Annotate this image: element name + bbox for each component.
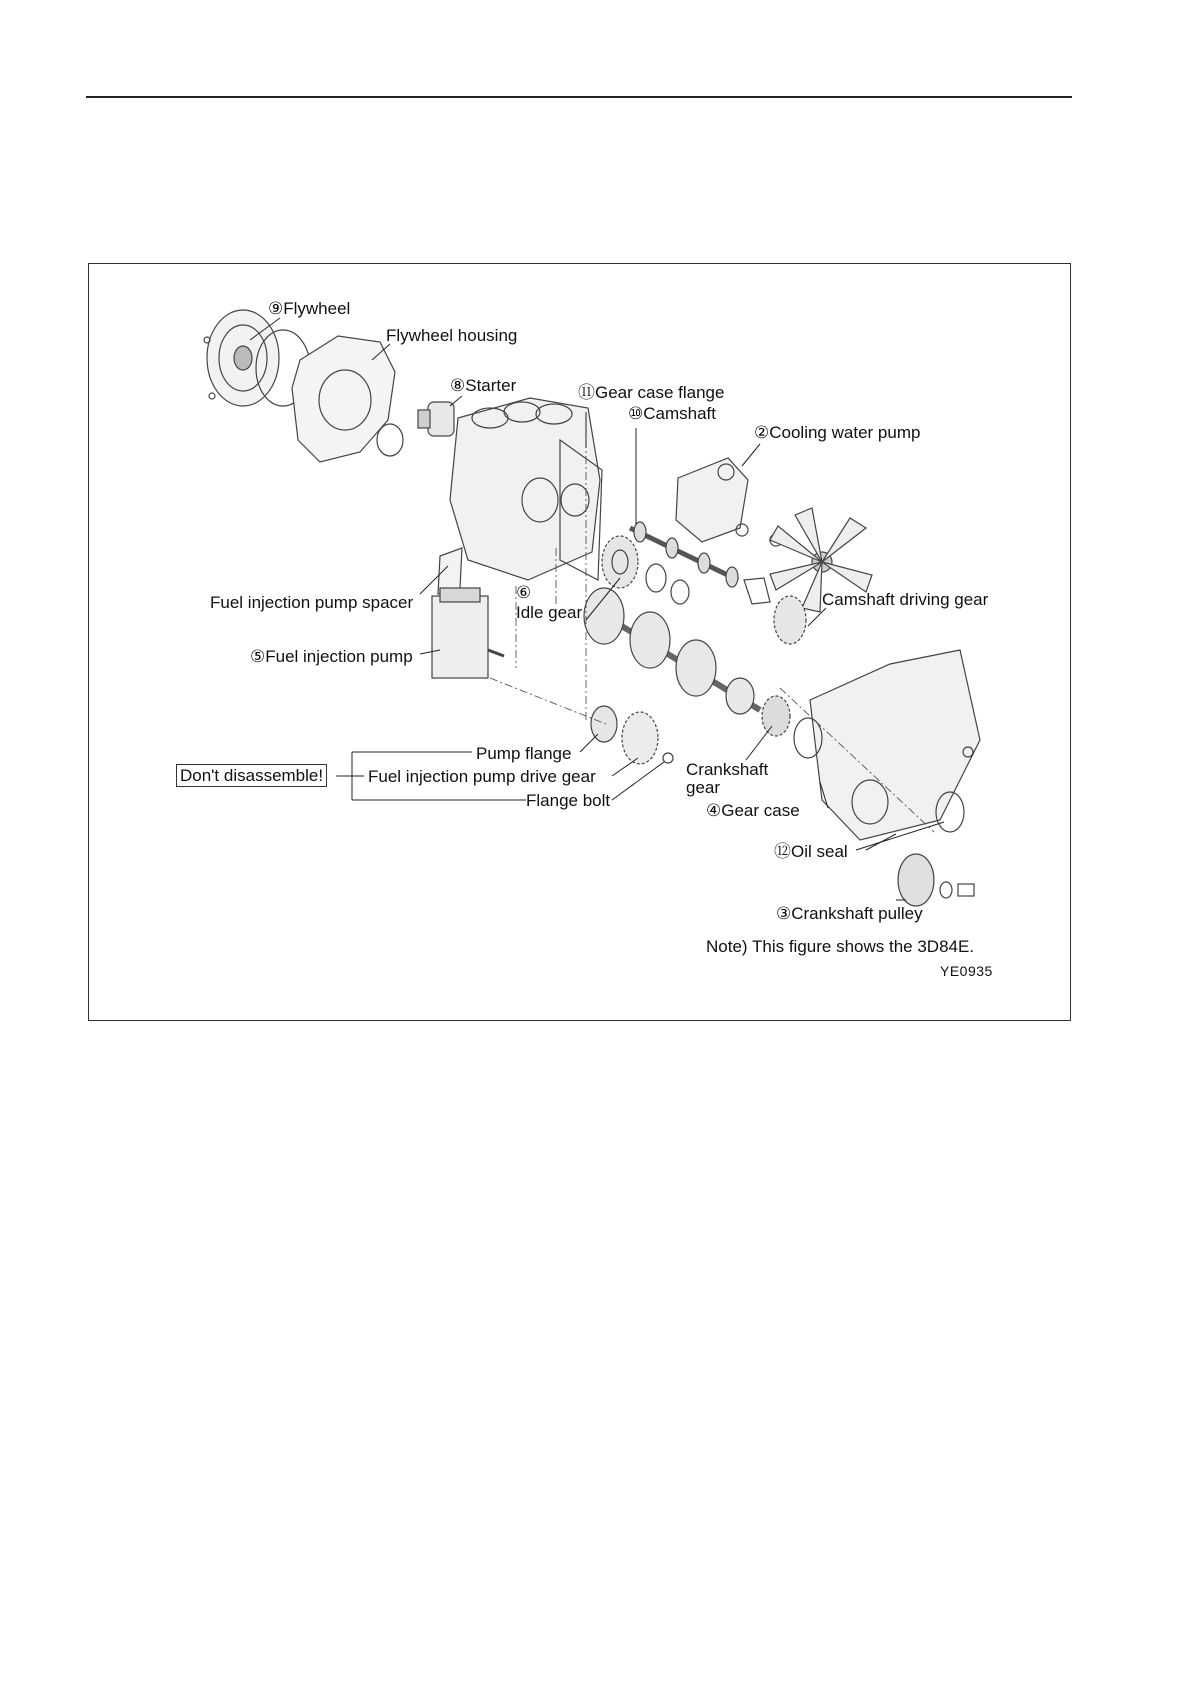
flange-bolt-drawing — [663, 753, 673, 763]
figure-note: Note) This figure shows the 3D84E. — [706, 937, 975, 956]
figure-code: YE0935 — [940, 963, 993, 979]
label-flywheel-housing: Flywheel housing — [386, 326, 518, 345]
label-camshaft: ⑩Camshaft — [628, 404, 716, 423]
label-flywheel: ⑨Flywheel — [268, 299, 351, 318]
crankshaft-gear-drawing — [762, 696, 790, 736]
label-camshaft-driving-gear: Camshaft driving gear — [822, 590, 989, 609]
label-pump-flange: Pump flange — [476, 744, 572, 763]
label-idle-gear: Idle gear — [516, 603, 583, 622]
label-crankshaft-pulley: ③Crankshaft pulley — [776, 904, 923, 923]
label-dont-disassemble: Don't disassemble! — [176, 764, 327, 787]
label-gear-case: ④Gear case — [706, 801, 800, 820]
label-flange-bolt: Flange bolt — [526, 791, 611, 810]
starter-drawing — [418, 402, 454, 436]
cooling-water-pump-drawing — [676, 458, 782, 546]
label-oil-seal: ⑫Oil seal — [774, 842, 848, 861]
fuel-pump-drive-gear-drawing — [622, 712, 658, 764]
label-fuel-injection-pump-spacer: Fuel injection pump spacer — [210, 593, 414, 612]
fuel-pump-spacer-drawing — [438, 548, 462, 594]
label-starter: ⑧Starter — [450, 376, 517, 395]
label-crankshaft-gear-line2: gear — [686, 778, 721, 797]
label-fuel-injection-pump-drive-gear: Fuel injection pump drive gear — [368, 767, 596, 786]
label-crankshaft-gear-line1: Crankshaft — [686, 760, 769, 779]
label-fuel-injection-pump: ⑤Fuel injection pump — [250, 647, 413, 666]
fuel-injection-pump-drawing — [432, 588, 504, 678]
crankshaft-drawing — [584, 588, 760, 714]
label-idle-gear-number: ⑥ — [516, 583, 532, 602]
crankshaft-pulley-drawing — [898, 854, 974, 906]
flywheel-drawing — [204, 310, 279, 406]
gear-case-drawing — [794, 650, 980, 840]
label-gear-case-flange: ⑪Gear case flange — [578, 383, 725, 402]
label-cooling-water-pump: ②Cooling water pump — [754, 423, 921, 442]
cylinder-block-drawing — [450, 398, 600, 580]
flywheel-housing-drawing — [292, 336, 395, 462]
